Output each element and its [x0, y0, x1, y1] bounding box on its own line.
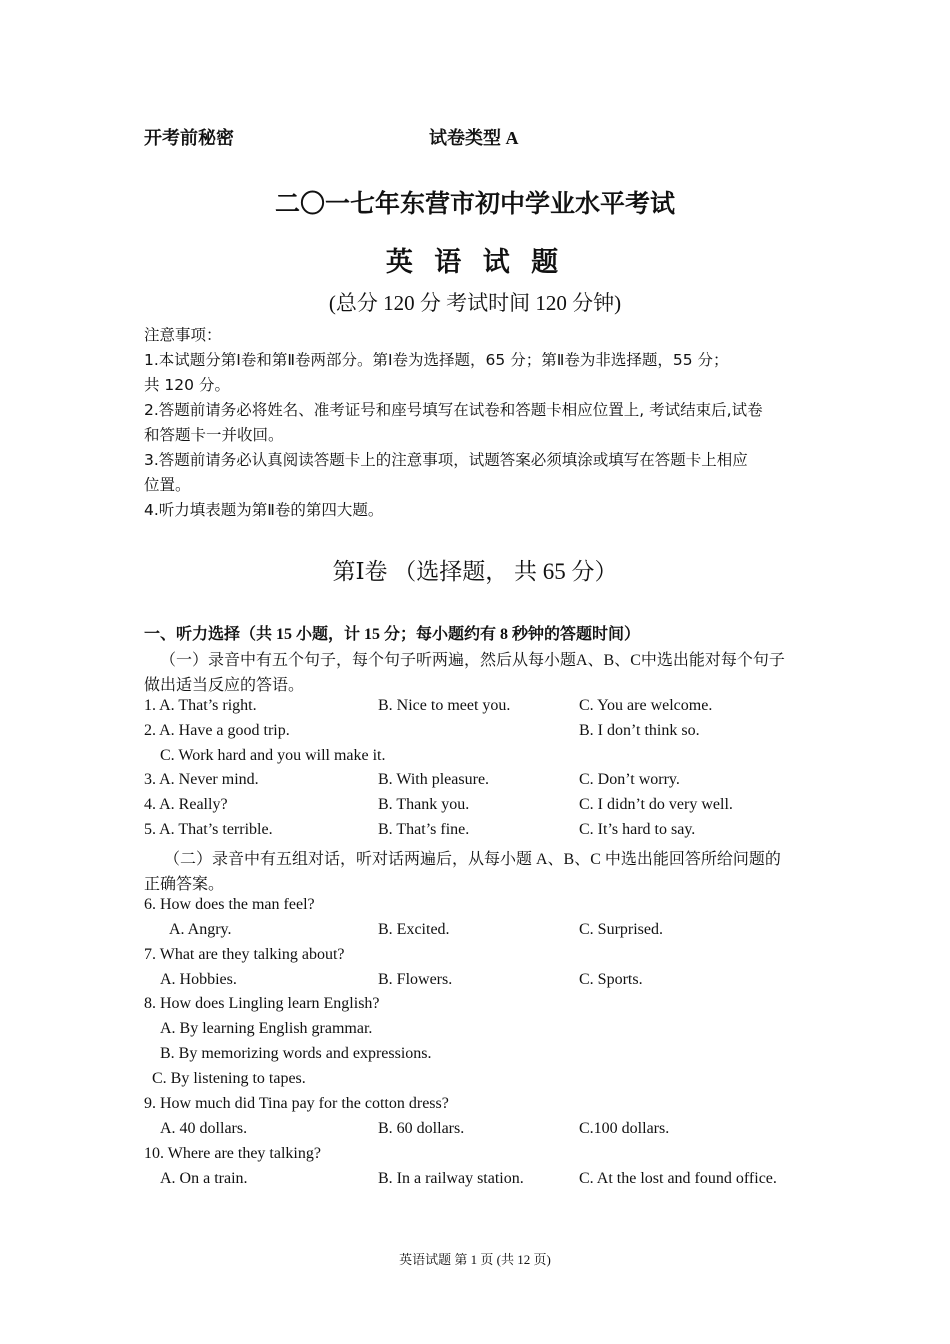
q9-option-b: B. 60 dollars. — [378, 1120, 465, 1137]
q10-stem: 10. Where are they talking? — [144, 1145, 321, 1162]
q9-option-a: A. 40 dollars. — [160, 1120, 248, 1137]
q6-option-c: C. Surprised. — [579, 921, 663, 938]
section1-intro2-cont: 正确答案。 — [144, 876, 225, 893]
q2-option-c: C. Work hard and you will make it. — [160, 747, 386, 764]
q10-option-c: C. At the lost and found office. — [579, 1170, 777, 1187]
exam-title: 二〇一七年东营市初中学业水平考试 — [274, 189, 675, 218]
section1-intro: （一）录音中有五个句子，每个句子听两遍，然后从每小题A、B、C中选出能对每个句子 — [160, 652, 785, 669]
notes-line: 和答题卡一并收回。 — [144, 426, 284, 444]
score-time-info: (总分 120 分 考试时间 120 分钟) — [328, 291, 622, 315]
q6-stem: 6. How does the man feel? — [144, 896, 315, 913]
q2-option-b: B. I don’t think so. — [579, 722, 700, 739]
notes-line: 3.答题前请务必认真阅读答题卡上的注意事项，试题答案必须填涂或填写在答题卡上相应 — [144, 451, 748, 469]
q7-stem: 7. What are they talking about? — [144, 946, 345, 963]
part1-heading: 第Ⅰ卷 （选择题， 共 65 分） — [332, 559, 618, 584]
q10-option-b: B. In a railway station. — [378, 1170, 524, 1187]
q3-option-c: C. Don’t worry. — [579, 771, 680, 788]
notes-line: 位置。 — [144, 476, 191, 494]
q10-option-a: A. On a train. — [160, 1170, 248, 1187]
q4-option-b: B. Thank you. — [378, 796, 470, 813]
q8-stem: 8. How does Lingling learn English? — [144, 995, 380, 1012]
notes-heading: 注意事项： — [144, 326, 222, 344]
q1-option-b: B. Nice to meet you. — [378, 697, 511, 714]
q7-option-a: A. Hobbies. — [160, 971, 237, 988]
q6-option-b: B. Excited. — [378, 921, 450, 938]
notes-line: 1.本试题分第Ⅰ卷和第Ⅱ卷两部分。第Ⅰ卷为选择题，65 分；第Ⅱ卷为非选择题，55 分； — [144, 351, 729, 369]
q2-option-a: 2. A. Have a good trip. — [144, 722, 290, 739]
q5-option-a: 5. A. That’s terrible. — [144, 821, 273, 838]
q8-option-c: C. By listening to tapes. — [152, 1070, 306, 1087]
notes-line: 2.答题前请务必将姓名、准考证号和座号填写在试卷和答题卡相应位置上, 考试结束后,试卷 — [144, 401, 763, 419]
q4-option-c: C. I didn’t do very well. — [579, 796, 733, 813]
q9-option-c: C.100 dollars. — [579, 1120, 670, 1137]
confidential-label: 开考前秘密 — [144, 128, 234, 148]
q1-option-c: C. You are welcome. — [579, 697, 713, 714]
q8-option-a: A. By learning English grammar. — [160, 1020, 373, 1037]
q8-option-b: B. By memorizing words and expressions. — [160, 1045, 432, 1062]
section1-intro2: （二）录音中有五组对话，听对话两遍后，从每小题 A、B、C 中选出能回答所给问题的 — [164, 851, 781, 868]
notes-line: 共 120 分。 — [144, 376, 230, 394]
q5-option-b: B. That’s fine. — [378, 821, 470, 838]
q3-option-b: B. With pleasure. — [378, 771, 490, 788]
q5-option-c: C. It’s hard to say. — [579, 821, 696, 838]
q4-option-a: 4. A. Really? — [144, 796, 228, 813]
q7-option-b: B. Flowers. — [378, 971, 453, 988]
q9-stem: 9. How much did Tina pay for the cotton dress? — [144, 1095, 449, 1112]
q7-option-c: C. Sports. — [579, 971, 643, 988]
q3-option-a: 3. A. Never mind. — [144, 771, 259, 788]
notes-line: 4.听力填表题为第Ⅱ卷的第四大题。 — [144, 501, 384, 519]
section1-intro-cont: 做出适当反应的答语。 — [144, 677, 305, 694]
paper-type-label: 试卷类型 A — [429, 128, 519, 148]
page-footer: 英语试题 第 1 页 (共 12 页) — [399, 1252, 551, 1267]
q1-option-a: 1. A. That’s right. — [144, 697, 257, 714]
subject-title: 英 语 试 题 — [385, 247, 565, 278]
q6-option-a: A. Angry. — [169, 921, 232, 938]
section1-heading: 一、听力选择（共 15 小题，计 15 分；每小题约有 8 秒钟的答题时间） — [144, 626, 641, 643]
